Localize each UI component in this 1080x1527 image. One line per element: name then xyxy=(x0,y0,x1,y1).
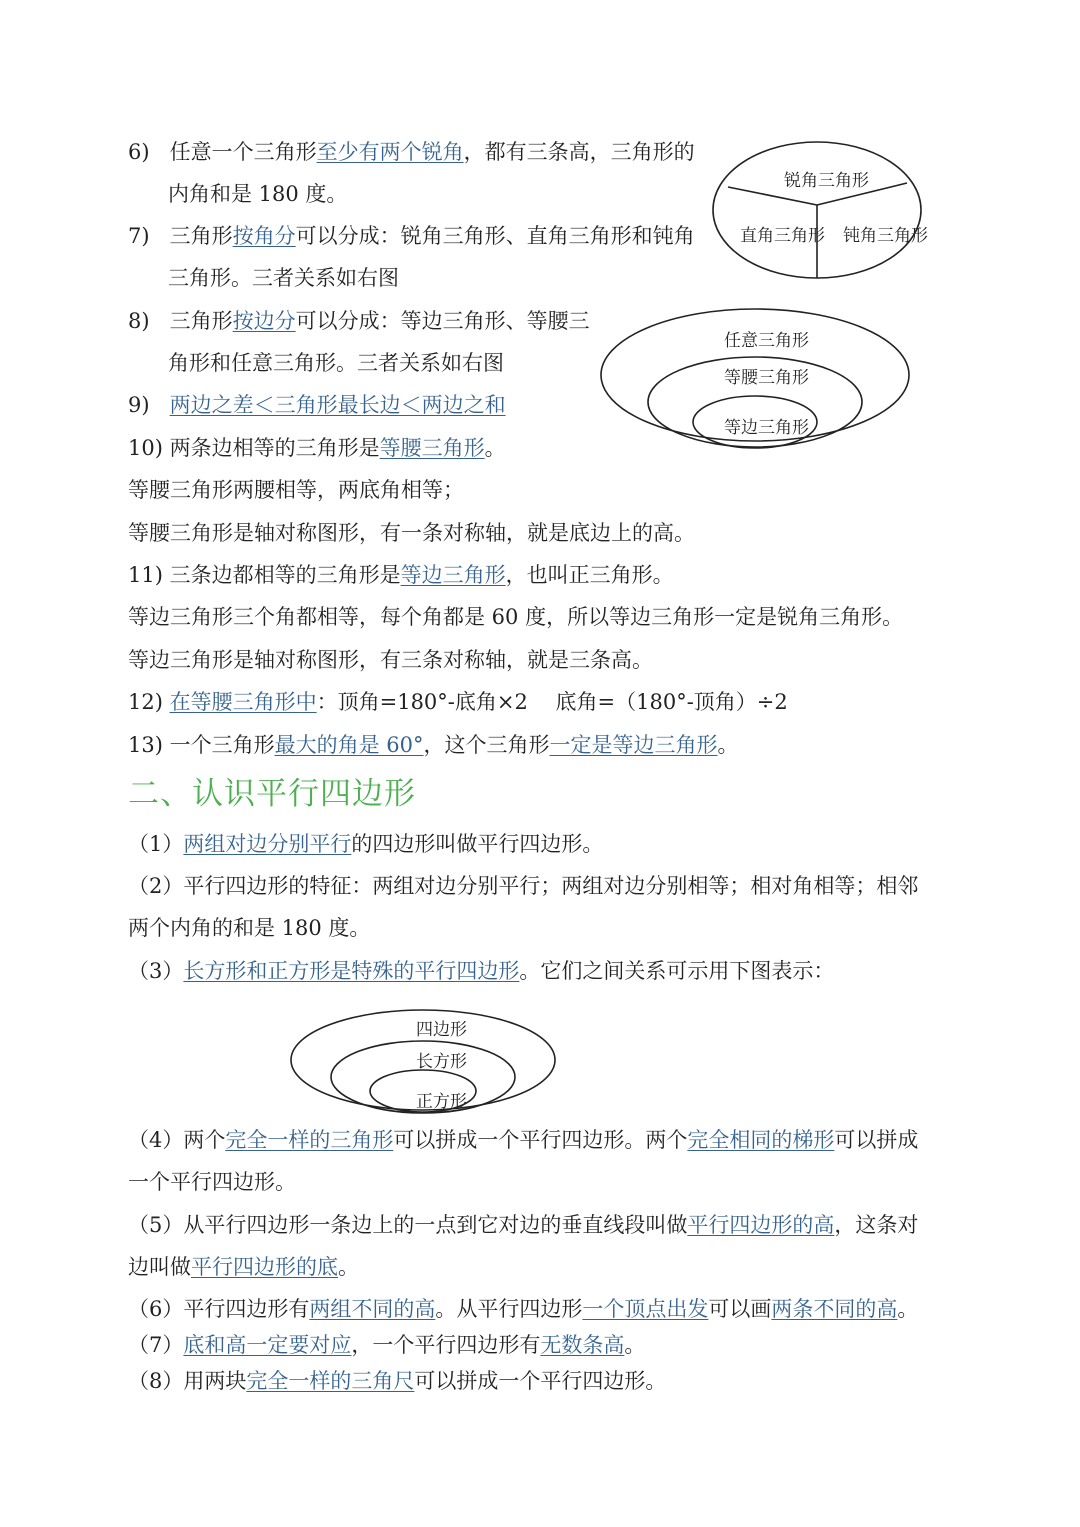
item-10 xyxy=(128,434,506,462)
item-number: 12) xyxy=(128,690,163,714)
key-phrase: 两组对边分别平行 xyxy=(183,832,352,856)
item-number: （4） xyxy=(128,1128,184,1152)
paragraph: 等边三角形是轴对称图形，有三条对称轴，就是三条高。 xyxy=(128,648,653,672)
item-number: （1） xyxy=(128,832,184,856)
item-text: 用两块 xyxy=(183,1369,247,1393)
triangle-by-side-diagram xyxy=(595,305,915,465)
item-text: 从平行四边形一条边上的一点到它对边的垂直线段叫做 xyxy=(183,1213,688,1237)
item-7-line1 xyxy=(128,222,695,250)
item-text: 平行四边形的特征：两组对边分别平行；两组对边分别相等；相对角相等；相邻 xyxy=(183,874,919,898)
key-phrase: 等腰三角形 xyxy=(379,436,485,460)
item-text: 。 xyxy=(338,1255,359,1279)
label-obtuse: 钝角三角形 xyxy=(843,226,928,246)
label-acute: 锐角三角形 xyxy=(784,171,869,191)
section2-item-2-line1 xyxy=(128,872,918,900)
key-phrase: 两条不同的高 xyxy=(771,1297,898,1321)
section2-item-8 xyxy=(128,1367,666,1395)
key-phrase: 按边分 xyxy=(232,309,296,333)
item-text: 。 xyxy=(897,1297,919,1321)
label-rectangle: 长方形 xyxy=(416,1052,467,1072)
key-phrase: 两边之差＜三角形最长边＜两边之和 xyxy=(169,393,506,417)
label-equilateral: 等边三角形 xyxy=(724,418,809,438)
item-text: 可以拼成 xyxy=(834,1128,919,1152)
label-scalene: 任意三角形 xyxy=(724,331,809,351)
item-number: （8） xyxy=(128,1369,184,1393)
item-text: 可以分成：锐角三角形、直角三角形和钝角 xyxy=(295,224,695,248)
section2-item-5-line2 xyxy=(128,1253,359,1281)
triangle-by-angle-diagram xyxy=(700,135,940,295)
section-heading: 二、认识平行四边形 xyxy=(128,776,416,812)
key-phrase: 完全一样的三角尺 xyxy=(246,1369,415,1393)
item-8-line2: 角形和任意三角形。三者关系如右图 xyxy=(168,351,504,375)
item-text: 一个三角形 xyxy=(169,733,275,757)
item-8-line1 xyxy=(128,307,590,335)
key-phrase: 无数条高 xyxy=(540,1333,625,1357)
key-phrase: 完全相同的梯形 xyxy=(687,1128,835,1152)
item-text: 两条边相等的三角形是 xyxy=(169,436,380,460)
key-phrase: 长方形和正方形是特殊的平行四边形 xyxy=(183,959,520,983)
item-number: （5） xyxy=(128,1213,184,1237)
key-phrase: 至少有两个锐角 xyxy=(316,140,464,164)
item-number: （2） xyxy=(128,874,184,898)
section2-item-7 xyxy=(128,1331,645,1359)
item-number: （3） xyxy=(128,959,184,983)
section2-item-1 xyxy=(128,830,603,858)
item-number: 9) xyxy=(128,393,150,417)
item-text: 。 xyxy=(624,1333,646,1357)
key-phrase: 等边三角形 xyxy=(400,563,506,587)
item-text: 三条边都相等的三角形是 xyxy=(169,563,401,587)
label-quadrilateral: 四边形 xyxy=(416,1020,467,1040)
key-phrase: 在等腰三角形中 xyxy=(169,690,317,714)
item-text: 可以拼成一个平行四边形。 xyxy=(414,1369,667,1393)
section2-item-4-line1 xyxy=(128,1126,918,1154)
section2-item-5-line1 xyxy=(128,1211,918,1239)
key-phrase: 底和高一定要对应 xyxy=(183,1333,352,1357)
item-text: ，也叫正三角形。 xyxy=(505,563,674,587)
item-text: ，这个三角形 xyxy=(423,733,550,757)
item-9 xyxy=(128,391,506,419)
paragraph: 等边三角形三个角都相等，每个角都是 60 度，所以等边三角形一定是锐角三角形。 xyxy=(128,605,904,629)
label-square: 正方形 xyxy=(416,1092,467,1112)
item-text: ：顶角=180°-底角×2 底角=（180°-顶角）÷2 xyxy=(316,690,788,714)
item-number: 11) xyxy=(128,563,163,587)
item-number: （6） xyxy=(128,1297,184,1321)
item-text: ，一个平行四边形有 xyxy=(351,1333,541,1357)
section2-item-4-line2: 一个平行四边形。 xyxy=(128,1170,296,1194)
item-text: 可以画 xyxy=(708,1297,772,1321)
item-text: 可以分成：等边三角形、等腰三 xyxy=(295,309,590,333)
key-phrase: 完全一样的三角形 xyxy=(225,1128,394,1152)
key-phrase: 平行四边形的高 xyxy=(687,1213,835,1237)
item-text: ，这条对 xyxy=(834,1213,919,1237)
item-number: （7） xyxy=(128,1333,184,1357)
section2-item-6 xyxy=(128,1295,918,1323)
item-text: 两个 xyxy=(183,1128,226,1152)
quadrilateral-diagram xyxy=(285,1005,565,1130)
section2-item-2-line2: 两个内角的和是 180 度。 xyxy=(128,916,371,940)
item-text: 三角形 xyxy=(169,224,233,248)
item-text: 的四边形叫做平行四边形。 xyxy=(351,832,604,856)
item-number: 8) xyxy=(128,309,150,333)
label-right: 直角三角形 xyxy=(740,226,825,246)
paragraph: 等腰三角形两腰相等，两底角相等； xyxy=(128,478,464,502)
label-isosceles: 等腰三角形 xyxy=(724,368,809,388)
item-text: 任意一个三角形 xyxy=(169,140,317,164)
item-13 xyxy=(128,731,739,759)
item-number: 6) xyxy=(128,140,150,164)
key-phrase: 最大的角是 60° xyxy=(274,733,424,757)
item-text: 可以拼成一个平行四边形。两个 xyxy=(393,1128,688,1152)
item-number: 13) xyxy=(128,733,163,757)
item-11 xyxy=(128,561,674,589)
item-text: 。 xyxy=(484,436,506,460)
key-phrase: 两组不同的高 xyxy=(309,1297,436,1321)
item-number: 7) xyxy=(128,224,150,248)
key-phrase: 一个顶点出发 xyxy=(582,1297,709,1321)
item-6-line1 xyxy=(128,138,695,166)
key-phrase: 按角分 xyxy=(232,224,296,248)
item-text: ，都有三条高，三角形的 xyxy=(463,140,695,164)
item-text: 三角形 xyxy=(169,309,233,333)
item-text: 。从平行四边形 xyxy=(435,1297,583,1321)
item-text: 边叫做 xyxy=(128,1255,191,1279)
paragraph: 等腰三角形是轴对称图形，有一条对称轴，就是底边上的高。 xyxy=(128,521,695,545)
item-6-line2: 内角和是 180 度。 xyxy=(168,182,348,206)
item-7-line2: 三角形。三者关系如右图 xyxy=(168,266,399,290)
item-text: 平行四边形有 xyxy=(183,1297,310,1321)
item-12 xyxy=(128,688,788,716)
key-phrase: 一定是等边三角形 xyxy=(549,733,718,757)
item-number: 10) xyxy=(128,436,163,460)
key-phrase: 平行四边形的底 xyxy=(191,1255,338,1279)
item-text: 。它们之间关系可示用下图表示： xyxy=(519,959,835,983)
section2-item-3 xyxy=(128,957,834,985)
item-text: 。 xyxy=(717,733,739,757)
